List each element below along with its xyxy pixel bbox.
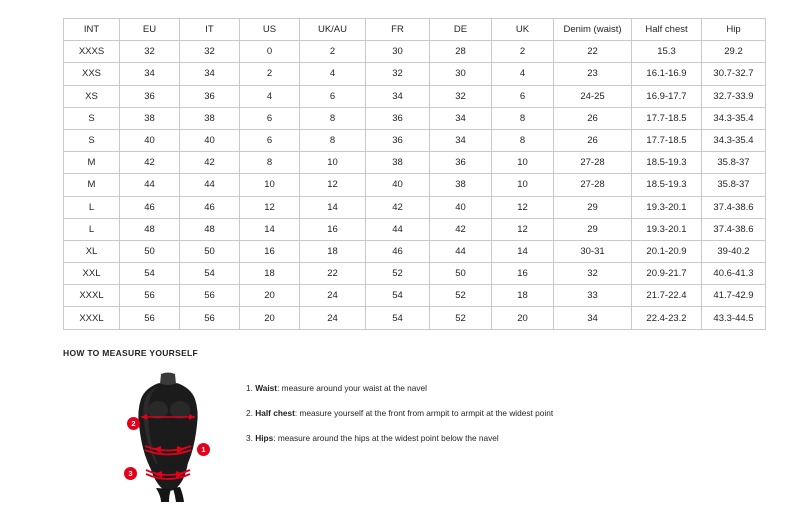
cell-us: 4 bbox=[240, 85, 300, 107]
instruction-waist-number: 1. bbox=[246, 383, 256, 393]
cell-hip: 39-40.2 bbox=[702, 240, 766, 262]
cell-it: 36 bbox=[180, 85, 240, 107]
cell-int: M bbox=[64, 174, 120, 196]
cell-ukau: 14 bbox=[300, 196, 366, 218]
cell-eu: 36 bbox=[120, 85, 180, 107]
cell-fr: 36 bbox=[366, 107, 430, 129]
measure-instructions bbox=[246, 370, 553, 459]
cell-de: 34 bbox=[430, 107, 492, 129]
cell-denim-waist: 29 bbox=[554, 196, 632, 218]
cell-us: 12 bbox=[240, 196, 300, 218]
cell-denim-waist: 29 bbox=[554, 218, 632, 240]
column-header-eu: EU bbox=[120, 19, 180, 41]
instruction-hips-number: 3. bbox=[246, 433, 256, 444]
cell-it: 54 bbox=[180, 263, 240, 285]
cell-fr: 52 bbox=[366, 263, 430, 285]
cell-eu: 42 bbox=[120, 152, 180, 174]
cell-denim-waist: 33 bbox=[554, 285, 632, 307]
mannequin-illustration bbox=[101, 370, 236, 505]
cell-uk: 16 bbox=[492, 263, 554, 285]
cell-uk: 12 bbox=[492, 196, 554, 218]
cell-half-chest: 22.4-23.2 bbox=[632, 307, 702, 329]
cell-int: L bbox=[64, 218, 120, 240]
cell-uk: 14 bbox=[492, 240, 554, 262]
cell-denim-waist: 23 bbox=[554, 63, 632, 85]
column-header-it: IT bbox=[180, 19, 240, 41]
cell-fr: 32 bbox=[366, 63, 430, 85]
column-header-fr: FR bbox=[366, 19, 430, 41]
cell-it: 44 bbox=[180, 174, 240, 196]
cell-uk: 20 bbox=[492, 307, 554, 329]
cell-ukau: 24 bbox=[300, 285, 366, 307]
cell-hip: 30.7-32.7 bbox=[702, 63, 766, 85]
cell-us: 2 bbox=[240, 63, 300, 85]
table-row bbox=[64, 41, 766, 63]
cell-ukau: 8 bbox=[300, 129, 366, 151]
cell-de: 40 bbox=[430, 196, 492, 218]
cell-it: 56 bbox=[180, 285, 240, 307]
cell-us: 20 bbox=[240, 307, 300, 329]
cell-uk: 18 bbox=[492, 285, 554, 307]
cell-fr: 54 bbox=[366, 307, 430, 329]
cell-hip: 41.7-42.9 bbox=[702, 285, 766, 307]
marker-3-hips: 3 bbox=[124, 467, 137, 480]
cell-eu: 50 bbox=[120, 240, 180, 262]
instruction-hips-term: Hips bbox=[255, 433, 274, 444]
cell-hip: 34.3-35.4 bbox=[702, 129, 766, 151]
cell-de: 32 bbox=[430, 85, 492, 107]
cell-ukau: 12 bbox=[300, 174, 366, 196]
cell-denim-waist: 24-25 bbox=[554, 85, 632, 107]
instruction-waist-term: Waist bbox=[255, 383, 278, 393]
cell-us: 18 bbox=[240, 263, 300, 285]
cell-denim-waist: 26 bbox=[554, 107, 632, 129]
cell-fr: 34 bbox=[366, 85, 430, 107]
cell-uk: 8 bbox=[492, 107, 554, 129]
column-header-hip: Hip bbox=[702, 19, 766, 41]
cell-uk: 10 bbox=[492, 152, 554, 174]
column-header-uk: UK bbox=[492, 19, 554, 41]
cell-it: 32 bbox=[180, 41, 240, 63]
cell-uk: 2 bbox=[492, 41, 554, 63]
cell-int: XS bbox=[64, 85, 120, 107]
cell-it: 48 bbox=[180, 218, 240, 240]
instruction-half-chest bbox=[246, 408, 553, 419]
table-body bbox=[64, 41, 766, 329]
cell-int: XXXL bbox=[64, 285, 120, 307]
cell-fr: 40 bbox=[366, 174, 430, 196]
cell-int: S bbox=[64, 107, 120, 129]
cell-de: 30 bbox=[430, 63, 492, 85]
cell-eu: 56 bbox=[120, 285, 180, 307]
cell-eu: 32 bbox=[120, 41, 180, 63]
cell-fr: 44 bbox=[366, 218, 430, 240]
cell-fr: 46 bbox=[366, 240, 430, 262]
cell-ukau: 16 bbox=[300, 218, 366, 240]
cell-half-chest: 19.3-20.1 bbox=[632, 218, 702, 240]
how-to-measure-title: HOW TO MEASURE YOURSELF bbox=[63, 348, 199, 358]
cell-hip: 35.8-37 bbox=[702, 152, 766, 174]
cell-int: XL bbox=[64, 240, 120, 262]
table-row bbox=[64, 307, 766, 329]
cell-half-chest: 16.9-17.7 bbox=[632, 85, 702, 107]
cell-de: 28 bbox=[430, 41, 492, 63]
cell-hip: 37.4-38.6 bbox=[702, 218, 766, 240]
column-header-de: DE bbox=[430, 19, 492, 41]
cell-half-chest: 15.3 bbox=[632, 41, 702, 63]
cell-us: 14 bbox=[240, 218, 300, 240]
table-row bbox=[64, 107, 766, 129]
cell-uk: 4 bbox=[492, 63, 554, 85]
cell-eu: 44 bbox=[120, 174, 180, 196]
cell-uk: 8 bbox=[492, 129, 554, 151]
cell-it: 46 bbox=[180, 196, 240, 218]
cell-de: 52 bbox=[430, 307, 492, 329]
cell-ukau: 4 bbox=[300, 63, 366, 85]
cell-denim-waist: 22 bbox=[554, 41, 632, 63]
table-row bbox=[64, 196, 766, 218]
cell-half-chest: 17.7-18.5 bbox=[632, 129, 702, 151]
cell-fr: 36 bbox=[366, 129, 430, 151]
cell-eu: 48 bbox=[120, 218, 180, 240]
cell-half-chest: 21.7-22.4 bbox=[632, 285, 702, 307]
table-row bbox=[64, 218, 766, 240]
column-header-int: INT bbox=[64, 19, 120, 41]
cell-int: XXL bbox=[64, 263, 120, 285]
cell-it: 38 bbox=[180, 107, 240, 129]
cell-ukau: 18 bbox=[300, 240, 366, 262]
table-row bbox=[64, 152, 766, 174]
cell-de: 50 bbox=[430, 263, 492, 285]
cell-ukau: 6 bbox=[300, 85, 366, 107]
cell-int: XXXL bbox=[64, 307, 120, 329]
cell-it: 40 bbox=[180, 129, 240, 151]
cell-it: 34 bbox=[180, 63, 240, 85]
cell-hip: 43.3-44.5 bbox=[702, 307, 766, 329]
column-header-ukau: UK/AU bbox=[300, 19, 366, 41]
cell-denim-waist: 30-31 bbox=[554, 240, 632, 262]
cell-int: S bbox=[64, 129, 120, 151]
cell-uk: 10 bbox=[492, 174, 554, 196]
instruction-half-chest-term: Half chest bbox=[255, 408, 295, 419]
table-row bbox=[64, 129, 766, 151]
table-row bbox=[64, 85, 766, 107]
cell-us: 20 bbox=[240, 285, 300, 307]
cell-hip: 32.7-33.9 bbox=[702, 85, 766, 107]
cell-fr: 42 bbox=[366, 196, 430, 218]
marker-2-half-chest: 2 bbox=[127, 417, 140, 430]
cell-half-chest: 17.7-18.5 bbox=[632, 107, 702, 129]
cell-us: 10 bbox=[240, 174, 300, 196]
cell-int: XXXS bbox=[64, 41, 120, 63]
cell-de: 52 bbox=[430, 285, 492, 307]
cell-de: 38 bbox=[430, 174, 492, 196]
cell-half-chest: 20.9-21.7 bbox=[632, 263, 702, 285]
cell-it: 56 bbox=[180, 307, 240, 329]
cell-uk: 12 bbox=[492, 218, 554, 240]
cell-hip: 40.6-41.3 bbox=[702, 263, 766, 285]
instruction-hips-text: : measure around the hips at the widest point below the navel bbox=[273, 433, 499, 444]
cell-us: 6 bbox=[240, 129, 300, 151]
cell-eu: 40 bbox=[120, 129, 180, 151]
cell-int: XXS bbox=[64, 63, 120, 85]
cell-us: 6 bbox=[240, 107, 300, 129]
cell-denim-waist: 26 bbox=[554, 129, 632, 151]
instruction-hips bbox=[246, 433, 553, 444]
cell-half-chest: 19.3-20.1 bbox=[632, 196, 702, 218]
cell-eu: 54 bbox=[120, 263, 180, 285]
cell-ukau: 24 bbox=[300, 307, 366, 329]
cell-eu: 56 bbox=[120, 307, 180, 329]
cell-uk: 6 bbox=[492, 85, 554, 107]
cell-de: 34 bbox=[430, 129, 492, 151]
cell-ukau: 8 bbox=[300, 107, 366, 129]
cell-us: 16 bbox=[240, 240, 300, 262]
cell-de: 36 bbox=[430, 152, 492, 174]
cell-hip: 37.4-38.6 bbox=[702, 196, 766, 218]
cell-ukau: 2 bbox=[300, 41, 366, 63]
cell-denim-waist: 27-28 bbox=[554, 174, 632, 196]
instruction-half-chest-text: : measure yourself at the front from armpit to armpit at the widest point bbox=[294, 408, 554, 419]
cell-de: 42 bbox=[430, 218, 492, 240]
cell-half-chest: 16.1-16.9 bbox=[632, 63, 702, 85]
table-row bbox=[64, 263, 766, 285]
cell-half-chest: 20.1-20.9 bbox=[632, 240, 702, 262]
cell-denim-waist: 34 bbox=[554, 307, 632, 329]
cell-eu: 46 bbox=[120, 196, 180, 218]
cell-it: 42 bbox=[180, 152, 240, 174]
cell-ukau: 10 bbox=[300, 152, 366, 174]
cell-fr: 30 bbox=[366, 41, 430, 63]
instruction-half-chest-number: 2. bbox=[246, 408, 256, 419]
cell-de: 44 bbox=[430, 240, 492, 262]
cell-half-chest: 18.5-19.3 bbox=[632, 152, 702, 174]
cell-eu: 34 bbox=[120, 63, 180, 85]
cell-hip: 34.3-35.4 bbox=[702, 107, 766, 129]
cell-it: 50 bbox=[180, 240, 240, 262]
table-row bbox=[64, 63, 766, 85]
cell-us: 8 bbox=[240, 152, 300, 174]
cell-int: M bbox=[64, 152, 120, 174]
cell-fr: 54 bbox=[366, 285, 430, 307]
table-row bbox=[64, 174, 766, 196]
column-header-half-chest: Half chest bbox=[632, 19, 702, 41]
table-row bbox=[64, 240, 766, 262]
cell-int: L bbox=[64, 196, 120, 218]
cell-eu: 38 bbox=[120, 107, 180, 129]
column-header-us: US bbox=[240, 19, 300, 41]
column-header-denim-waist: Denim (waist) bbox=[554, 19, 632, 41]
cell-ukau: 22 bbox=[300, 263, 366, 285]
instruction-waist-text: : measure around your waist at the navel bbox=[277, 383, 427, 393]
cell-fr: 38 bbox=[366, 152, 430, 174]
cell-denim-waist: 27-28 bbox=[554, 152, 632, 174]
cell-hip: 35.8-37 bbox=[702, 174, 766, 196]
instruction-waist bbox=[246, 383, 553, 394]
marker-1-waist: 1 bbox=[197, 443, 210, 456]
cell-half-chest: 18.5-19.3 bbox=[632, 174, 702, 196]
cell-us: 0 bbox=[240, 41, 300, 63]
table-header-row bbox=[64, 19, 766, 41]
how-to-measure-section bbox=[63, 348, 763, 505]
table-row bbox=[64, 285, 766, 307]
cell-hip: 29.2 bbox=[702, 41, 766, 63]
cell-denim-waist: 32 bbox=[554, 263, 632, 285]
measurement-figure bbox=[101, 370, 236, 505]
size-chart-table bbox=[63, 18, 766, 330]
